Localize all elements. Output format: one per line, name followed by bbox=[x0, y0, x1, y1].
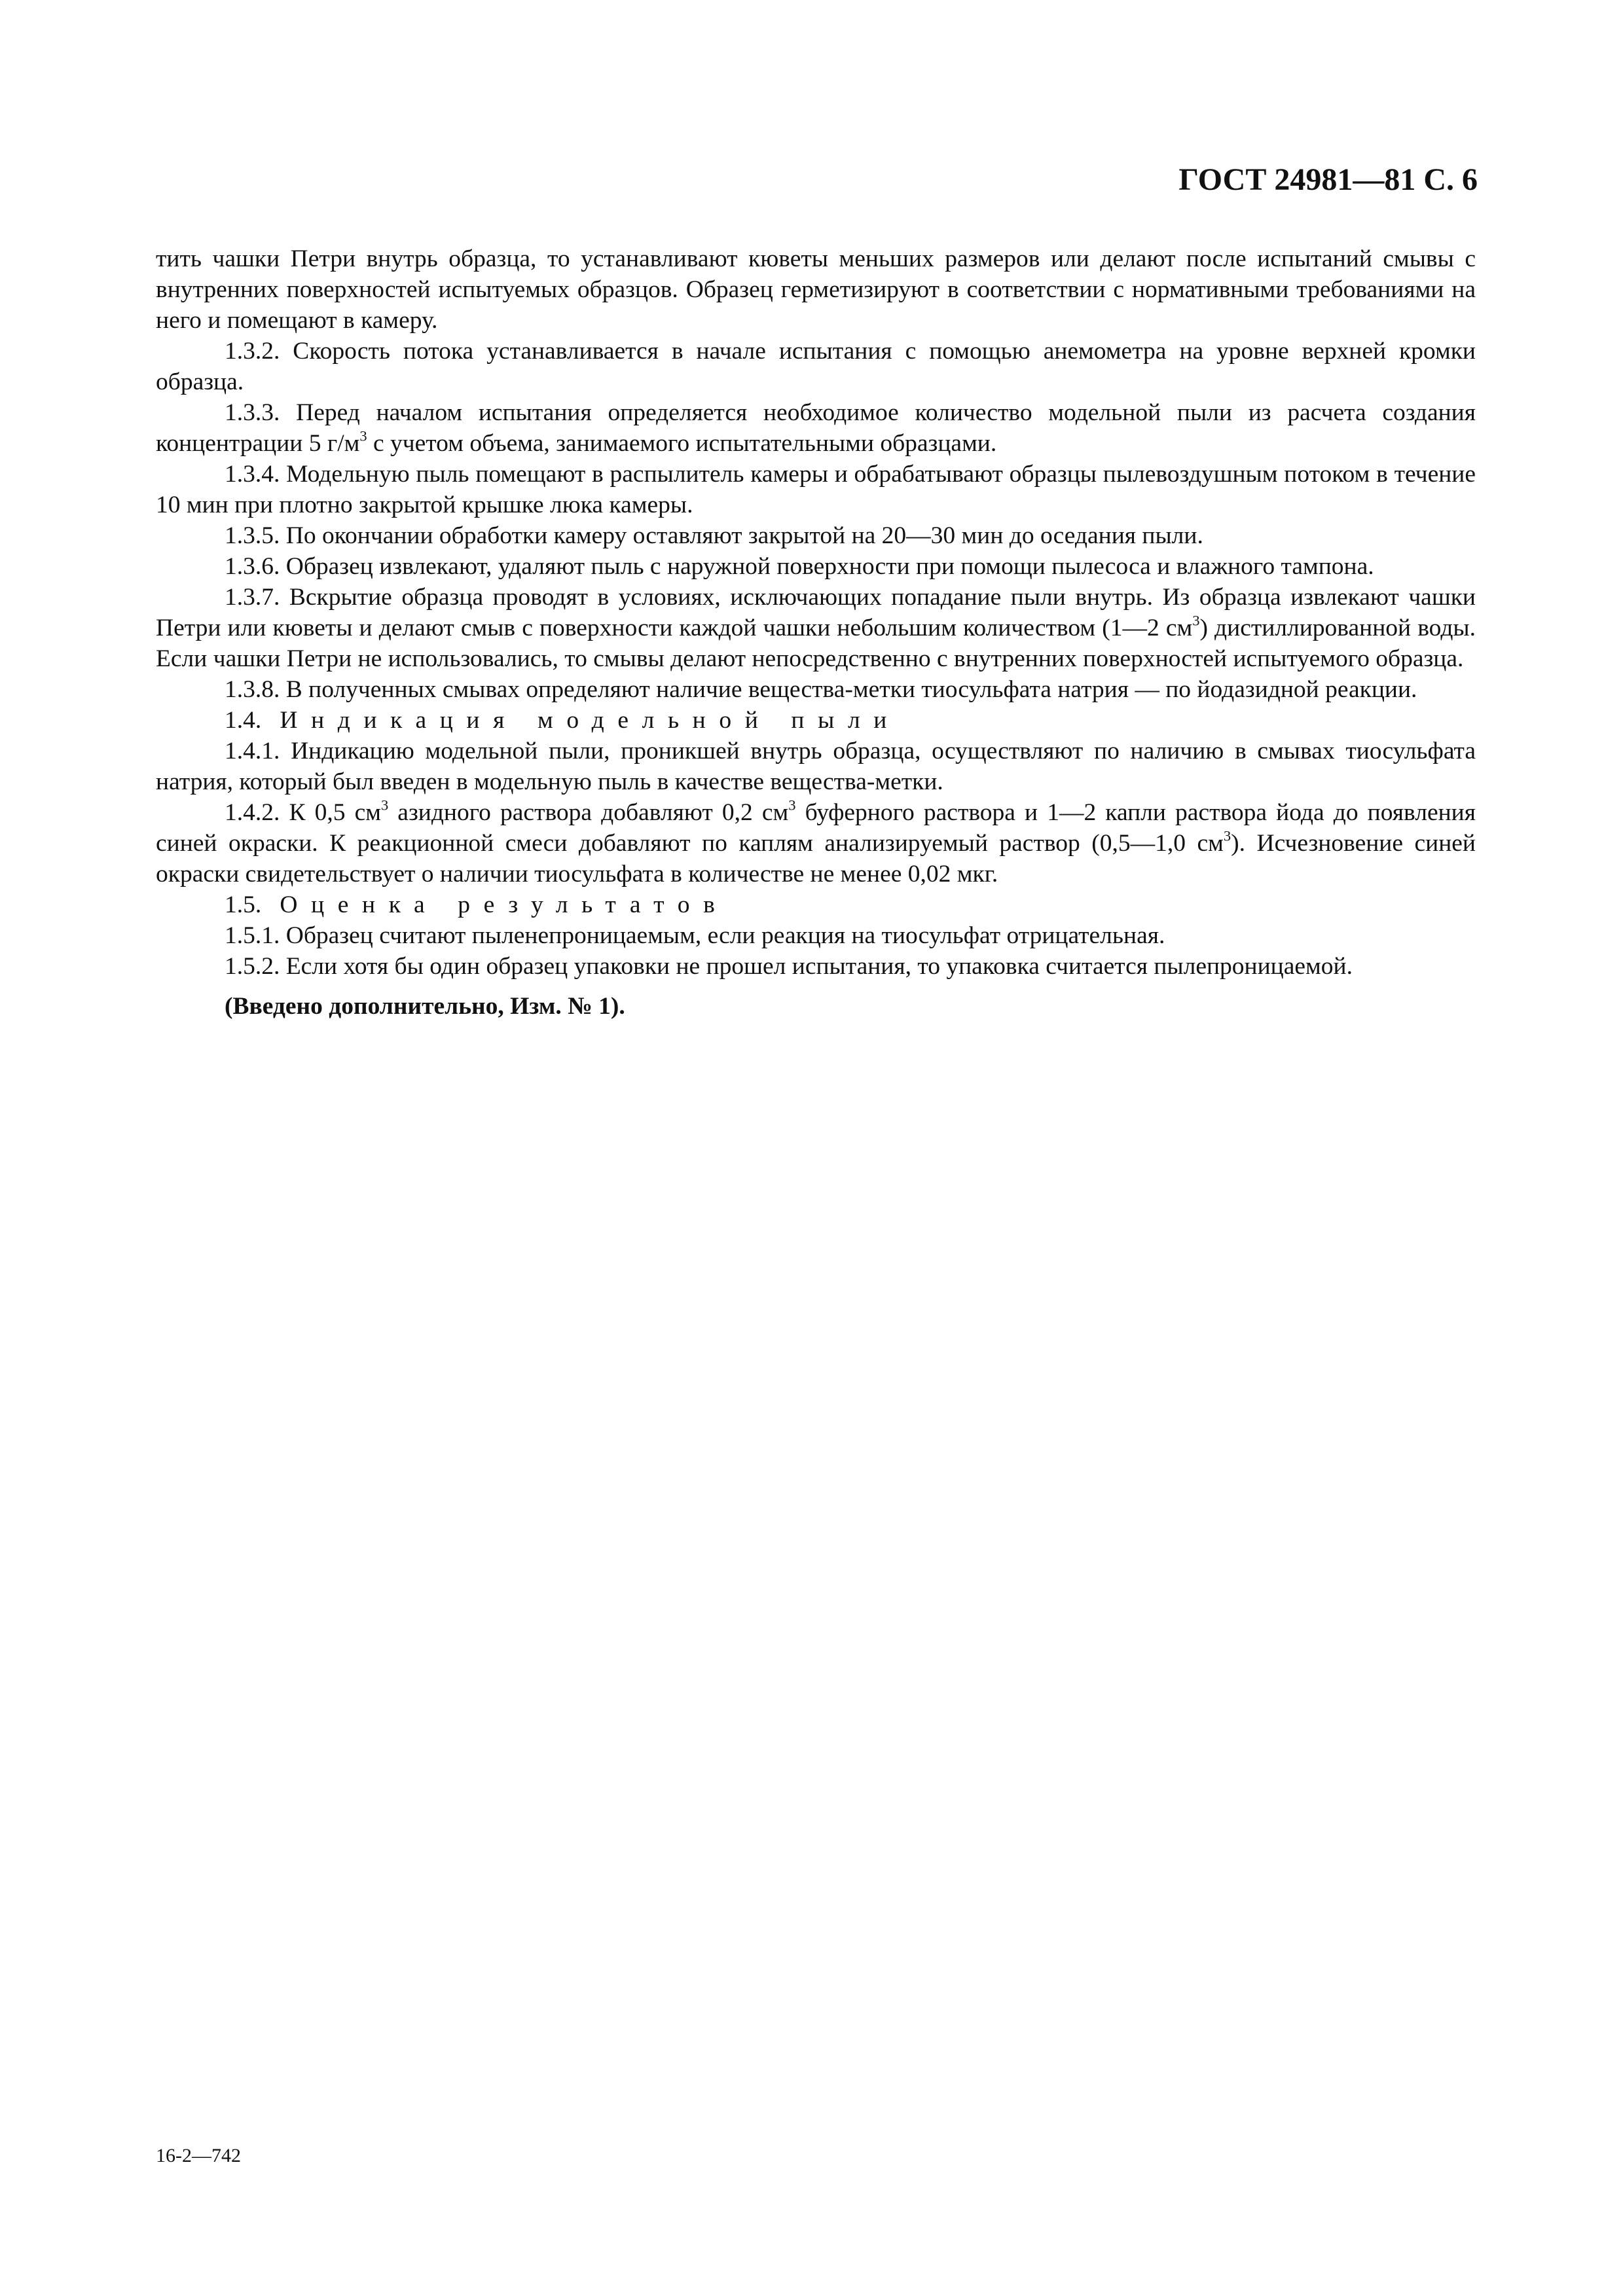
section-heading-1-5 bbox=[156, 889, 1476, 920]
superscript: 3 bbox=[1223, 827, 1231, 844]
section-heading-1-4 bbox=[156, 705, 1476, 736]
paragraph-1-3-7 bbox=[156, 582, 1476, 674]
superscript: 3 bbox=[380, 797, 389, 814]
paragraph-1-4-1: 1.4.1. Индикацию модельной пыли, проникшей внутрь образца, осуществляют по наличию в смывах тиосульфата натрия, который был введен в модельную пыль в качестве вещества-метки. bbox=[156, 738, 1476, 795]
page-footer-code: 16-2—742 bbox=[156, 2145, 241, 2166]
section-title: Индикация модельной пыли bbox=[280, 707, 900, 734]
paragraph-1-3-2: 1.3.2. Скорость потока устанавливается в начале испытания с помощью анемометра на уровне верхней кромки образца. bbox=[156, 338, 1476, 395]
section-number: 1.5. bbox=[225, 891, 262, 918]
paragraph-1-3-3 bbox=[156, 397, 1476, 459]
document-body bbox=[156, 243, 1476, 1022]
paragraph-1-4-2 bbox=[156, 797, 1476, 889]
paragraph-continuation: тить чашки Петри внутрь образца, то устанавливают кюветы меньших размеров или делают после испытаний смывы с внутренних поверхностей испытуемых образцов. Образец герметизируют в соответствии с нормативными требованиями на него и помещают в камеру. bbox=[156, 245, 1476, 334]
paragraph-text: с учетом объема, занимаемого испытательными образцами. bbox=[367, 430, 997, 457]
superscript: 3 bbox=[788, 797, 796, 814]
paragraph-text: ) дистиллированной воды. Если чашки Петри не использовались, то смывы делают непосредственно с внутренних поверхностей испытуемого образца. bbox=[156, 615, 1476, 672]
superscript: 3 bbox=[359, 427, 367, 444]
section-title: Оценка результатов bbox=[280, 891, 729, 918]
paragraph-text: 1.3.3. Перед началом испытания определяется необходимое количество модельной пыли из расчета создания концентрации 5 г/м bbox=[156, 399, 1476, 457]
page-header-title: ГОСТ 24981—81 С. 6 bbox=[1178, 162, 1478, 197]
paragraph-1-5-1: 1.5.1. Образец считают пыленепроницаемым, если реакция на тиосульфат отрицательная. bbox=[225, 922, 1165, 949]
superscript: 3 bbox=[1192, 612, 1200, 629]
paragraph-text: буферного раствора и 1—2 капли раствора йода до появления синей окраски. К реакционной смеси добавляют по каплям анализируемый раствор (0,5—1,0 см bbox=[156, 799, 1476, 857]
paragraph-1-5-2: 1.5.2. Если хотя бы один образец упаковки не прошел испытания, то упаковка считается пылепроницаемой. bbox=[225, 953, 1353, 980]
paragraph-text: 1.3.7. Вскрытие образца проводят в условиях, исключающих попадание пыли внутрь. Из образца извлекают чашки Петри или кюветы и делают смыв с поверхности каждой чашки небольшим количеством (1—2 см bbox=[156, 584, 1476, 641]
paragraph-text: азидного раствора добавляют 0,2 см bbox=[388, 799, 789, 826]
amendment-note: (Введено дополнительно, Изм. № 1). bbox=[225, 993, 625, 1020]
paragraph-text: ). Исчезновение синей окраски свидетельствует о наличии тиосульфата в количестве не менее 0,02 мкг. bbox=[156, 830, 1476, 888]
paragraph-1-3-6: 1.3.6. Образец извлекают, удаляют пыль с наружной поверхности при помощи пылесоса и влажного тампона. bbox=[225, 553, 1374, 580]
paragraph-1-3-5: 1.3.5. По окончании обработки камеру оставляют закрытой на 20—30 мин до оседания пыли. bbox=[225, 522, 1203, 549]
paragraph-text: 1.4.2. К 0,5 см bbox=[225, 799, 381, 826]
paragraph-1-3-4: 1.3.4. Модельную пыль помещают в распылитель камеры и обрабатывают образцы пылевоздушным потоком в течение 10 мин при плотно закрытой крышке люка камеры. bbox=[156, 461, 1476, 518]
section-number: 1.4. bbox=[225, 707, 262, 734]
paragraph-1-3-8: 1.3.8. В полученных смывах определяют наличие вещества-метки тиосульфата натрия — по йодазидной реакции. bbox=[225, 676, 1417, 703]
